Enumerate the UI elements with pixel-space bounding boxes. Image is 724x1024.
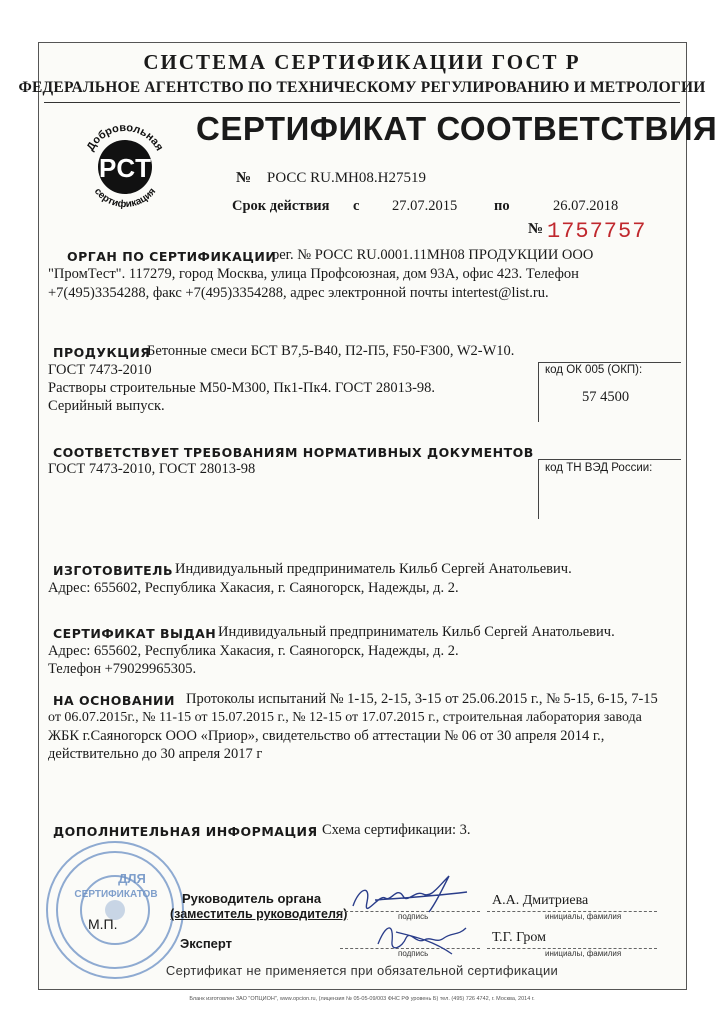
footer-note: Сертификат не применяется при обязательной сертификации [165, 963, 559, 978]
number-label: № [236, 170, 252, 186]
certification-body-label: ОРГАН ПО СЕРТИФИКАЦИИ [67, 249, 277, 264]
tnved-label: код ТН ВЭД России: [545, 462, 653, 474]
serial-number: 1757757 [547, 219, 647, 244]
seal-place-label: М.П. [88, 916, 118, 932]
gost-logo [75, 117, 175, 217]
product-line-4: Серийный выпуск. [48, 398, 165, 414]
logo-bottom-text: сертификация [91, 186, 159, 211]
product-line-1: Бетонные смеси БСТ В7,5-В40, П2-П5, F50-F300, W2-W10. [147, 343, 515, 359]
head-signature-caption: подпись [398, 912, 429, 921]
head-name: А.А. Дмитриева [492, 893, 589, 908]
agency-heading: ФЕДЕРАЛЬНОЕ АГЕНТСТВО ПО ТЕХНИЧЕСКОМУ РЕГУЛИРОВАНИЮ И МЕТРОЛОГИИ [18, 79, 706, 96]
okp-value: 57 4500 [582, 389, 630, 405]
okp-label: код ОК 005 (ОКП): [545, 364, 643, 376]
serial-label: № [528, 221, 544, 237]
head-label: Руководитель органа [182, 891, 322, 906]
stamp-mid-text: СЕРТИФИКАТОВ [74, 889, 158, 900]
certification-body-line-1: рег. № РОСС RU.0001.11МН08 ПРОДУКЦИИ ООО [272, 247, 594, 263]
logo-top-text: Добровольная [84, 121, 166, 154]
logo-mark: PCT [99, 153, 151, 183]
head-signature [345, 868, 475, 918]
stamp-top-text: ДЛЯ [118, 871, 146, 886]
basis-label: НА ОСНОВАНИИ [53, 693, 175, 708]
certification-body-line-3: +7(495)3354288, факс +7(495)3354288, адрес электронной почты intertest@list.ru. [48, 285, 549, 301]
expert-label: Эксперт [180, 936, 233, 951]
certificate-number [236, 170, 426, 187]
head-name-caption: инициалы, фамилия [545, 912, 622, 921]
manufacturer-label: ИЗГОТОВИТЕЛЬ [53, 563, 174, 578]
manufacturer-line-2: Адрес: 655602, Республика Хакасия, г. Саяногорск, Надежды, д. 2. [48, 580, 459, 596]
validity-from-date: 27.07.2015 [392, 198, 458, 214]
validity-label: Срок действия [232, 198, 330, 214]
certificate-title: СЕРТИФИКАТ СООТВЕТСТВИЯ [196, 110, 718, 147]
deputy-label: (заместитель руководителя) [170, 907, 348, 921]
basis-line-4: действительно до 30 апреля 2017 г [48, 746, 263, 762]
expert-signature-caption: подпись [398, 949, 429, 958]
number-value: РОСС RU.МН08.Н27519 [266, 170, 426, 186]
expert-name-caption: инициалы, фамилия [545, 949, 622, 958]
tnved-box-line [538, 459, 681, 460]
expert-signature [372, 914, 472, 960]
manufacturer-line-1: Индивидуальный предприниматель Кильб Сергей Анатольевич. [175, 561, 572, 577]
handwritten-signature-icon [345, 868, 475, 918]
expert-name: Т.Г. Гром [492, 930, 546, 945]
basis-line-3: ЖБК г.Саяногорск ООО «Приор», свидетельство об аттестации № 06 от 30 апреля 2014 г., [48, 728, 605, 744]
issued-to-line-1: Индивидуальный предприниматель Кильб Сергей Анатольевич. [218, 624, 615, 640]
additional-info-label: ДОПОЛНИТЕЛЬНАЯ ИНФОРМАЦИЯ [53, 824, 318, 839]
validity-to-date: 26.07.2018 [553, 198, 619, 214]
basis-line-2: от 06.07.2015г., № 11-15 от 15.07.2015 г., № 12-15 от 17.07.2015 г., строительная лаборатория завода [48, 710, 642, 725]
okp-box-side [538, 362, 539, 422]
conformity-line-1: ГОСТ 7473-2010, ГОСТ 28013-98 [48, 461, 256, 477]
tnved-box-side [538, 459, 539, 519]
okp-box-line [538, 362, 681, 363]
gost-logo-icon [75, 117, 175, 217]
printer-imprint: Бланк изготовлен ЗАО "ОПЦИОН", www.opcion.ru, (лицензия № 05-05-09/003 ФНС РФ уровень Б) тел. (495) 726 4742, г. Москва, 2014 г. [189, 996, 535, 1002]
basis-line-1: Протоколы испытаний № 1-15, 2-15, 3-15 от 25.06.2015 г., № 5-15, 6-15, 7-15 [186, 691, 658, 707]
product-line-2: ГОСТ 7473-2010 [48, 362, 152, 378]
validity-from-label: с [353, 198, 360, 214]
certification-system-heading: СИСТЕМА СЕРТИФИКАЦИИ ГОСТ Р [143, 50, 581, 74]
handwritten-signature-icon [372, 914, 472, 960]
validity-to-label: по [494, 198, 510, 214]
additional-info-text: Схема сертификации: 3. [322, 822, 471, 838]
issued-to-line-3: Телефон +79029965305. [48, 661, 197, 677]
certification-body-line-2: "ПромТест". 117279, город Москва, улица Профсоюзная, дом 93А, офис 423. Телефон [48, 266, 579, 282]
product-line-3: Растворы строительные М50-М300, Пк1-Пк4. ГОСТ 28013-98. [48, 380, 436, 396]
issued-to-line-2: Адрес: 655602, Республика Хакасия, г. Саяногорск, Надежды, д. 2. [48, 643, 459, 659]
issued-to-label: СЕРТИФИКАТ ВЫДАН [53, 626, 217, 641]
header-divider [44, 102, 680, 103]
product-label: ПРОДУКЦИЯ [53, 345, 151, 360]
conformity-label: СООТВЕТСТВУЕТ ТРЕБОВАНИЯМ НОРМАТИВНЫХ ДОКУМЕНТОВ [53, 445, 534, 460]
